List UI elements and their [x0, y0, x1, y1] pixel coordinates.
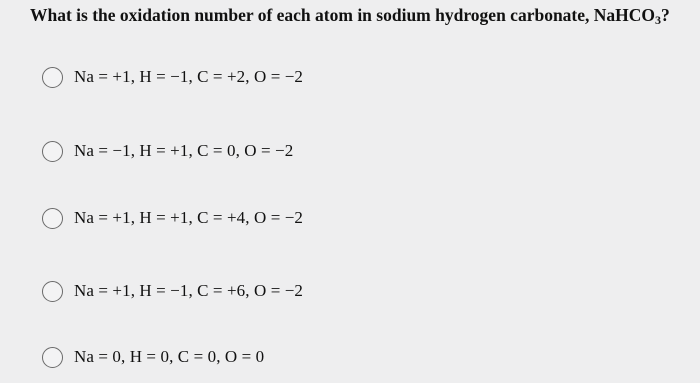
- answer-option-4[interactable]: [42, 279, 303, 303]
- answer-option-1[interactable]: [42, 65, 303, 89]
- answer-option-label: Na = +1, H = +1, C = +4, O = −2: [74, 208, 304, 227]
- question-end: ?: [661, 5, 670, 25]
- answer-option-2[interactable]: [42, 139, 293, 163]
- answer-option-label: Na = +1, H = −1, C = +6, O = −2: [74, 281, 304, 300]
- radio-button-icon[interactable]: [42, 208, 63, 229]
- answer-option-label: Na = +1, H = −1, C = +2, O = −2: [74, 67, 304, 86]
- answer-option-label: Na = −1, H = +1, C = 0, O = −2: [74, 141, 294, 160]
- question-main: What is the oxidation number of each atom in sodium hydrogen carbonate, NaHCO: [30, 5, 656, 25]
- answer-option-3[interactable]: [42, 206, 303, 230]
- answer-option-5[interactable]: [42, 345, 264, 369]
- radio-button-icon[interactable]: [42, 347, 63, 368]
- answer-option-label: Na = 0, H = 0, C = 0, O = 0: [74, 347, 265, 366]
- question-subscript: 3: [655, 13, 662, 27]
- radio-button-icon[interactable]: [42, 141, 63, 162]
- radio-button-icon[interactable]: [42, 281, 63, 302]
- question-text: [30, 5, 670, 28]
- radio-button-icon[interactable]: [42, 67, 63, 88]
